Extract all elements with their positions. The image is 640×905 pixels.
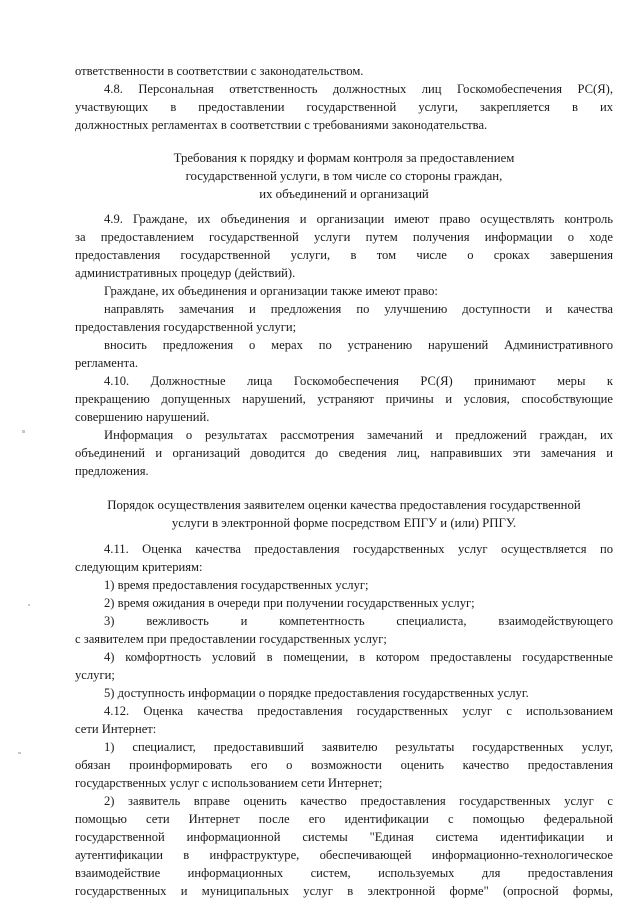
section-heading-line: Требования к порядку и формам контроля за предоставлением <box>173 151 515 165</box>
text-line: 2) время ожидания в очереди при получении государственных услуг; <box>104 596 475 610</box>
text-line: аутентификации в инфраструктуре, обеспечивающей информационно-технологическое <box>75 848 613 862</box>
text-line: Информация о результатах рассмотрения замечаний и предложений граждан, их <box>104 428 613 442</box>
text-line: регламента. <box>75 356 138 370</box>
text-line: 4.8. Персональная ответственность должностных лиц Госкомобеспечения РС(Я), <box>104 82 613 96</box>
text-line: сети Интернет: <box>75 722 157 736</box>
text-line: ответственности в соответствии с законодательством. <box>75 64 364 78</box>
text-line: 4.11. Оценка качества предоставления государственных услуг осуществляется по <box>104 542 613 556</box>
text-line: 4.10. Должностные лица Госкомобеспечения РС(Я) принимают меры к <box>104 374 613 388</box>
text-line: с заявителем при предоставлении государственных услуг; <box>75 632 387 646</box>
text-line: 2) заявитель вправе оценить качество предоставления государственных услуг с <box>104 794 613 808</box>
text-line: 5) доступность информации о порядке предоставления государственных услуг. <box>104 686 529 700</box>
text-line: 4.9. Граждане, их объединения и организации имеют право осуществлять контроль <box>104 212 613 226</box>
section-heading-line: услуги в электронной форме посредством ЕПГУ и (или) РПГУ. <box>171 516 517 530</box>
text-line: прекращению допущенных нарушений, устраняют причины и условия, способствующие <box>75 392 613 406</box>
text-line: предоставления государственной услуги, в том числе о сроках завершения <box>75 248 613 262</box>
scan-speck <box>18 752 21 754</box>
scan-speck <box>22 430 25 433</box>
section-heading-line: Порядок осуществления заявителем оценки качества предоставления государственной <box>107 498 581 512</box>
text-line: административных процедур (действий). <box>75 266 296 280</box>
text-line: объединений и организаций доводится до сведения лиц, направивших эти замечания и <box>75 446 613 460</box>
text-line: предоставления государственной услуги; <box>75 320 297 334</box>
text-line: обязан проинформировать его о возможности оценить качество предоставления <box>75 758 613 772</box>
text-line: направлять замечания и предложения по улучшению доступности и качества <box>104 302 613 316</box>
text-line: помощью сети Интернет после его идентификации с помощью федеральной <box>75 812 613 826</box>
text-line: участвующих в предоставлении государственной услуги, закрепляется в их <box>75 100 613 114</box>
text-line: государственных услуг с использованием сети Интернет; <box>75 776 383 790</box>
text-line: взаимодействие информационных систем, используемых для предоставления <box>75 866 613 880</box>
text-line: государственной информационной системы "Единая система идентификации и <box>75 830 613 844</box>
scan-speck <box>28 604 30 606</box>
text-line: следующим критериям: <box>75 560 203 574</box>
text-line: вносить предложения о мерах по устранению нарушений Административного <box>104 338 613 352</box>
text-line: 1) время предоставления государственных услуг; <box>104 578 369 592</box>
section-heading-line: их объединений и организаций <box>259 187 429 201</box>
text-line: государственных и муниципальных услуг в электронной форме" (опросной формы, <box>75 884 613 898</box>
text-line: 3) вежливость и компетентность специалиста, взаимодействующего <box>104 614 613 628</box>
text-line: Граждане, их объединения и организации также имеют право: <box>104 284 438 298</box>
text-line: предложения. <box>75 464 149 478</box>
section-heading-line: государственной услуги, в том числе со стороны граждан, <box>185 169 503 183</box>
text-line: услуги; <box>75 668 115 682</box>
text-line: 4.12. Оценка качества предоставления государственных услуг с использованием <box>104 704 613 718</box>
text-line: за предоставлением государственной услуги путем получения информации о ходе <box>75 230 613 244</box>
text-line: 1) специалист, предоставивший заявителю результаты государственных услуг, <box>104 740 613 754</box>
text-line: совершению нарушений. <box>75 410 210 424</box>
text-line: 4) комфортность условий в помещении, в котором предоставлены государственные <box>104 650 613 664</box>
text-line: должностных регламентах в соответствии с требованиями законодательства. <box>75 118 488 132</box>
